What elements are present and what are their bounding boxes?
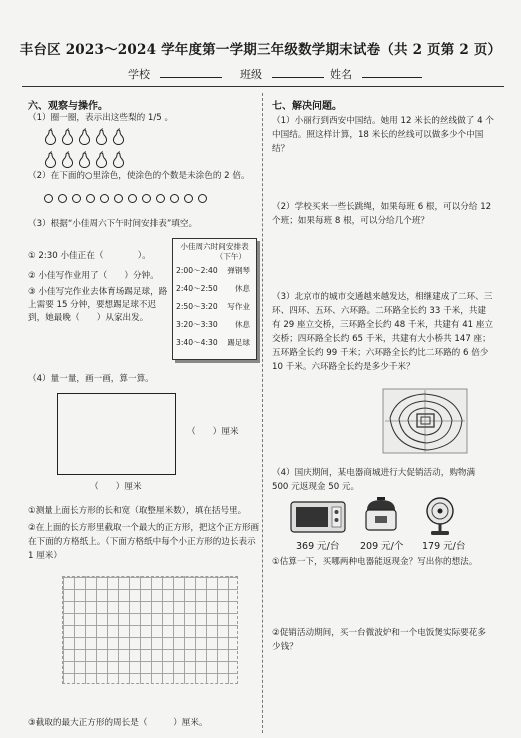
fan-price: 179 元/台	[422, 541, 466, 552]
circle-icon[interactable]	[128, 194, 137, 203]
circle-icon[interactable]	[114, 194, 123, 203]
schedule-activity: 休息	[234, 283, 250, 293]
pear-icon	[95, 151, 108, 168]
schedule-row	[173, 280, 256, 298]
circle-icon[interactable]	[86, 194, 95, 203]
school-label: 学校	[128, 68, 150, 81]
q3-item-2: ② 小佳写作业用了（ ）分钟。	[28, 271, 159, 281]
header-divider	[22, 86, 504, 87]
oven-icon	[290, 500, 346, 534]
pear-icon	[112, 151, 125, 168]
name-blank	[362, 67, 422, 78]
circle-icon[interactable]	[142, 194, 151, 203]
name-field	[330, 66, 422, 82]
left-q1-text: （1）圈一圈，表示出这些梨的 1/5 。	[28, 113, 174, 123]
schedule-row	[173, 334, 256, 352]
circle-icon[interactable]	[100, 194, 109, 203]
pear-icon	[44, 128, 57, 145]
circle-icon[interactable]	[44, 194, 53, 203]
schedule-row	[173, 316, 256, 334]
schedule-subtitle: （下午）	[215, 252, 246, 261]
pear-icon	[44, 151, 57, 168]
schedule-activity: 踢足球	[227, 337, 250, 347]
schedule-activity: 休息	[234, 319, 250, 329]
class-field	[240, 66, 324, 82]
q4-item-3: ③截取的最大正方形的周长是（ ）厘米。	[28, 718, 208, 728]
schedule-time: 3:20～3:30	[176, 319, 218, 329]
rect-side-label: （ ）厘米	[187, 427, 239, 437]
right-q1-text: （1）小丽行到西安中国结。她用 12 米长的丝线做了 4 个中国结。照这样计算，18 米长的丝线可以做多少个中国结？	[272, 116, 494, 154]
pear-icon	[112, 128, 125, 145]
pear-icon	[95, 128, 108, 145]
schedule-time: 2:00～2:40	[176, 265, 218, 275]
right-q4-item-1: ①估算一下，买哪两种电器能返现金？写出你的想法。	[272, 557, 478, 567]
q4-item-2: ②在上面的长方形里截取一个最大的正方形，把这个正方形画在下面的方格纸上。（下面方格纸中每个小正方形的边长表示 1 厘米）	[28, 523, 260, 561]
circle-icon[interactable]	[58, 194, 67, 203]
schedule-table	[172, 238, 257, 360]
section-six-title: 六、观察与操作。	[28, 101, 108, 112]
schedule-row	[173, 298, 256, 316]
exam-title: 丰台区 2023～2024 学年度第一学期三年级数学期末试卷（共 2 页第 2 页）	[19, 42, 502, 58]
section-seven-title: 七、解决问题。	[272, 101, 342, 112]
square-grid-paper	[62, 576, 238, 684]
right-q4-text: （4）国庆期间，某电器商城进行大促销活动，购物满 500 元返现金 50 元。	[272, 468, 476, 492]
pear-icon	[61, 128, 74, 145]
schedule-activity: 弹钢琴	[227, 265, 250, 275]
pear-icon	[78, 151, 91, 168]
right-q2-text: （2）学校买来一些长跳绳，如果每班 6 根，可以分给 12 个班；如果每班 8 根，可以分给几个班？	[272, 202, 492, 226]
schedule-time: 2:50～3:20	[176, 301, 218, 311]
circle-icon[interactable]	[170, 194, 179, 203]
class-blank	[272, 67, 324, 78]
circle-icon[interactable]	[184, 194, 193, 203]
school-blank	[160, 67, 222, 78]
pear-icon	[61, 151, 74, 168]
right-q4-item-2: ②促销活动期间，买一台微波炉和一个电饭煲实际要花多少钱？	[272, 628, 486, 652]
column-divider	[262, 93, 263, 733]
measure-rectangle	[57, 393, 176, 475]
schedule-time: 3:40～4:30	[176, 337, 218, 347]
left-q2-text: （2）在下面的○里涂色，使涂色的个数是未涂色的 2 倍。	[28, 171, 250, 181]
fan-icon	[424, 496, 456, 536]
q3-item-3: ③ 小佳写完作业去体育场踢足球，路上需要 15 分钟，要想踢足球不迟到，她最晚（ ）从家出发。	[28, 287, 168, 323]
circle-icon[interactable]	[198, 194, 207, 203]
schedule-title: 小佳周六时间安排表	[180, 242, 249, 251]
pear-icon	[78, 128, 91, 145]
school-field	[128, 66, 222, 82]
left-q4-text: （4）量一量，画一画，算一算。	[28, 374, 154, 384]
ring-road-map-icon	[382, 388, 468, 454]
oven-price: 369 元/台	[296, 541, 340, 552]
class-label: 班级	[240, 68, 262, 81]
right-q3-text: （3）北京市的城市交通越来越发达，相继建成了二环、三环、四环、五环、六环路。二环路全长约 33 千米，共建有 29 座立交桥，三环路全长约 48 千米，共建有 41 座立交桥；四环路全长约 65 千米，共建有大小桥共 147 座；五环路全长约 99 千米；六环路全长约比二环路的 6 倍少 10 千米。六环路全长约是多少千米？	[272, 292, 494, 372]
q3-item-1: ① 2:30 小佳正在（ ）。	[28, 251, 151, 261]
rice-cooker-price: 209 元/个	[360, 541, 404, 552]
left-q3-text: （3）根据“小佳周六下午时间安排表”填空。	[28, 219, 198, 229]
pear-grid	[44, 128, 164, 172]
q4-item-1: ①测量上面长方形的长和宽（取整厘米数），填在括号里。	[28, 506, 247, 516]
rice-cooker-icon	[363, 496, 399, 534]
name-label: 姓名	[330, 68, 352, 81]
rect-bottom-label: （ ）厘米	[90, 482, 142, 492]
schedule-time: 2:40～2:50	[176, 283, 218, 293]
schedule-activity: 写作业	[227, 301, 250, 311]
schedule-row	[173, 262, 256, 280]
circle-row	[44, 188, 212, 207]
circle-icon[interactable]	[156, 194, 165, 203]
circle-icon[interactable]	[72, 194, 81, 203]
